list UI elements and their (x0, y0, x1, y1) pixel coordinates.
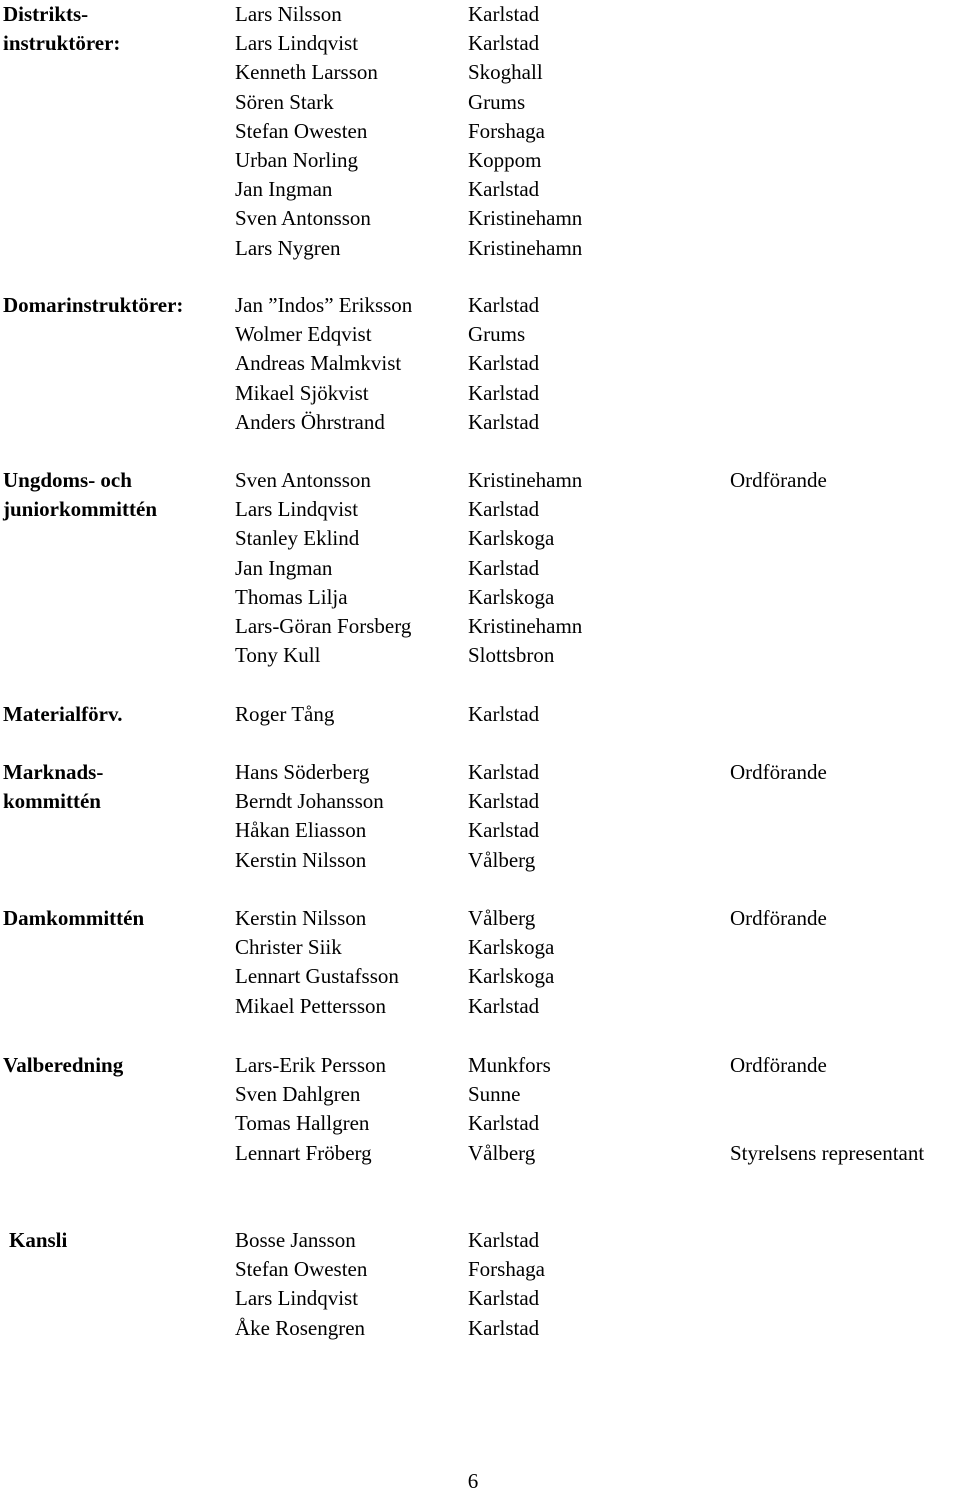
section (0, 291, 960, 437)
section (0, 1226, 960, 1343)
member-place: Karlstad (468, 177, 540, 202)
member-name: Mikael Sjökvist (235, 380, 369, 405)
section (0, 700, 960, 729)
member-row (0, 408, 960, 437)
member-row (0, 29, 960, 58)
member-name: Berndt Johansson (235, 789, 384, 814)
member-name: Sven Dahlgren (235, 1082, 361, 1107)
member-row (0, 612, 960, 641)
section-heading-line: Marknads- (3, 760, 104, 784)
section-heading-line: Domarinstruktörer: (3, 293, 184, 317)
member-name: Mikael Pettersson (235, 993, 387, 1018)
section-heading-line: Damkommittén (3, 906, 145, 930)
member-row (0, 88, 960, 117)
member-name: Lennart Fröberg (235, 1140, 372, 1165)
member-place: Karlstad (468, 818, 540, 843)
member-row (0, 816, 960, 845)
member-role: Ordförande (730, 1053, 827, 1077)
member-row (0, 641, 960, 670)
member-row (0, 1226, 960, 1255)
member-place: Vålberg (468, 1140, 536, 1165)
member-row (0, 554, 960, 583)
member-name: Tomas Hallgren (235, 1111, 370, 1136)
member-row (0, 992, 960, 1021)
member-place: Grums (468, 89, 526, 114)
member-place: Karlstad (468, 1228, 540, 1252)
page-number: 6 (467, 1469, 479, 1493)
section-heading-line: kommittén (3, 789, 101, 814)
member-place: Karlskoga (468, 584, 555, 609)
member-row (0, 933, 960, 962)
member-place: Karlstad (468, 993, 540, 1018)
member-row (0, 146, 960, 175)
member-place: Karlstad (468, 1286, 540, 1311)
member-row (0, 175, 960, 204)
section-heading-line: Distrikts- (3, 2, 89, 26)
member-row (0, 1109, 960, 1138)
member-row (0, 846, 960, 875)
member-row (0, 291, 960, 320)
member-row (0, 1080, 960, 1109)
member-place: Karlstad (468, 760, 540, 784)
member-row (0, 904, 960, 933)
section-heading-line: Valberedning (3, 1053, 124, 1077)
member-place: Karlskoga (468, 526, 555, 551)
member-name: Lennart Gustafsson (235, 964, 399, 989)
member-place: Kristinehamn (468, 468, 583, 492)
member-name: Kenneth Larsson (235, 60, 378, 85)
member-name: Kerstin Nilsson (235, 847, 367, 872)
member-role: Ordförande (730, 906, 827, 930)
member-row (0, 1284, 960, 1313)
member-row (0, 758, 960, 787)
member-name: Lars Lindqvist (235, 31, 359, 56)
member-name: Andreas Malmkvist (235, 351, 402, 376)
member-place: Munkfors (468, 1053, 551, 1077)
section-heading-line: juniorkommittén (3, 497, 157, 522)
section-heading-line: Ungdoms- och (3, 468, 132, 492)
member-place: Karlstad (468, 31, 540, 56)
member-place: Karlstad (468, 789, 540, 814)
member-place: Karlstad (468, 409, 540, 434)
section (0, 758, 960, 875)
member-place: Karlstad (468, 351, 540, 376)
member-place: Sunne (468, 1082, 521, 1107)
member-row (0, 466, 960, 495)
member-name: Thomas Lilja (235, 584, 348, 609)
member-name: Sören Stark (235, 89, 334, 114)
member-place: Koppom (468, 147, 542, 172)
member-place: Karlstad (468, 1315, 540, 1340)
member-name: Bosse Jansson (235, 1228, 356, 1252)
member-place: Karlstad (468, 702, 540, 726)
member-row (0, 320, 960, 349)
member-row (0, 1255, 960, 1284)
member-place: Vålberg (468, 906, 536, 930)
member-place: Forshaga (468, 1257, 545, 1282)
member-row (0, 787, 960, 816)
member-place: Slottsbron (468, 643, 555, 668)
member-place: Karlskoga (468, 935, 555, 960)
member-name: Kerstin Nilsson (235, 906, 367, 930)
member-place: Karlstad (468, 380, 540, 405)
member-row (0, 700, 960, 729)
member-row (0, 379, 960, 408)
member-name: Åke Rosengren (235, 1315, 366, 1340)
member-name: Lars Nygren (235, 235, 341, 260)
member-place: Karlskoga (468, 964, 555, 989)
section (0, 904, 960, 1021)
member-row (0, 349, 960, 378)
member-row (0, 1314, 960, 1343)
member-row (0, 58, 960, 87)
section (0, 0, 960, 263)
member-row (0, 234, 960, 263)
member-name: Sven Antonsson (235, 206, 371, 231)
member-row (0, 1051, 960, 1080)
section (0, 1051, 960, 1168)
member-place: Skoghall (468, 60, 543, 85)
member-name: Stefan Owesten (235, 118, 368, 143)
member-name: Lars Nilsson (235, 2, 342, 26)
member-name: Urban Norling (235, 147, 359, 172)
member-row (0, 962, 960, 991)
member-row (0, 0, 960, 29)
member-name: Roger Tång (235, 702, 335, 726)
member-name: Jan Ingman (235, 177, 333, 202)
member-name: Lars Lindqvist (235, 497, 359, 522)
member-place: Karlstad (468, 2, 540, 26)
member-row (0, 117, 960, 146)
member-name: Hans Söderberg (235, 760, 370, 784)
member-place: Vålberg (468, 847, 536, 872)
section-heading-line: Materialförv. (3, 702, 123, 726)
member-place: Kristinehamn (468, 613, 583, 638)
member-name: Wolmer Edqvist (235, 322, 372, 347)
member-place: Kristinehamn (468, 206, 583, 231)
member-place: Grums (468, 322, 526, 347)
member-name: Stanley Eklind (235, 526, 360, 551)
member-name: Anders Öhrstrand (235, 409, 385, 434)
member-name: Lars-Erik Persson (235, 1053, 387, 1077)
member-name: Stefan Owesten (235, 1257, 368, 1282)
member-name: Lars Lindqvist (235, 1286, 359, 1311)
member-name: Sven Antonsson (235, 468, 371, 492)
member-name: Jan ”Indos” Eriksson (235, 293, 413, 317)
member-role: Styrelsens representant (730, 1140, 925, 1165)
member-row (0, 524, 960, 553)
member-name: Christer Siik (235, 935, 342, 960)
member-name: Tony Kull (235, 643, 321, 668)
member-row (0, 583, 960, 612)
member-row (0, 1139, 960, 1168)
member-place: Karlstad (468, 555, 540, 580)
member-name: Lars-Göran Forsberg (235, 613, 412, 638)
member-place: Karlstad (468, 293, 540, 317)
member-row (0, 495, 960, 524)
member-place: Karlstad (468, 497, 540, 522)
member-role: Ordförande (730, 760, 827, 784)
member-place: Kristinehamn (468, 235, 583, 260)
member-place: Forshaga (468, 118, 545, 143)
member-place: Karlstad (468, 1111, 540, 1136)
member-name: Håkan Eliasson (235, 818, 367, 843)
member-row (0, 204, 960, 233)
section (0, 466, 960, 670)
member-name: Jan Ingman (235, 555, 333, 580)
section-heading-line: Kansli (9, 1228, 68, 1252)
member-role: Ordförande (730, 468, 827, 492)
section-heading-line: instruktörer: (3, 31, 121, 56)
